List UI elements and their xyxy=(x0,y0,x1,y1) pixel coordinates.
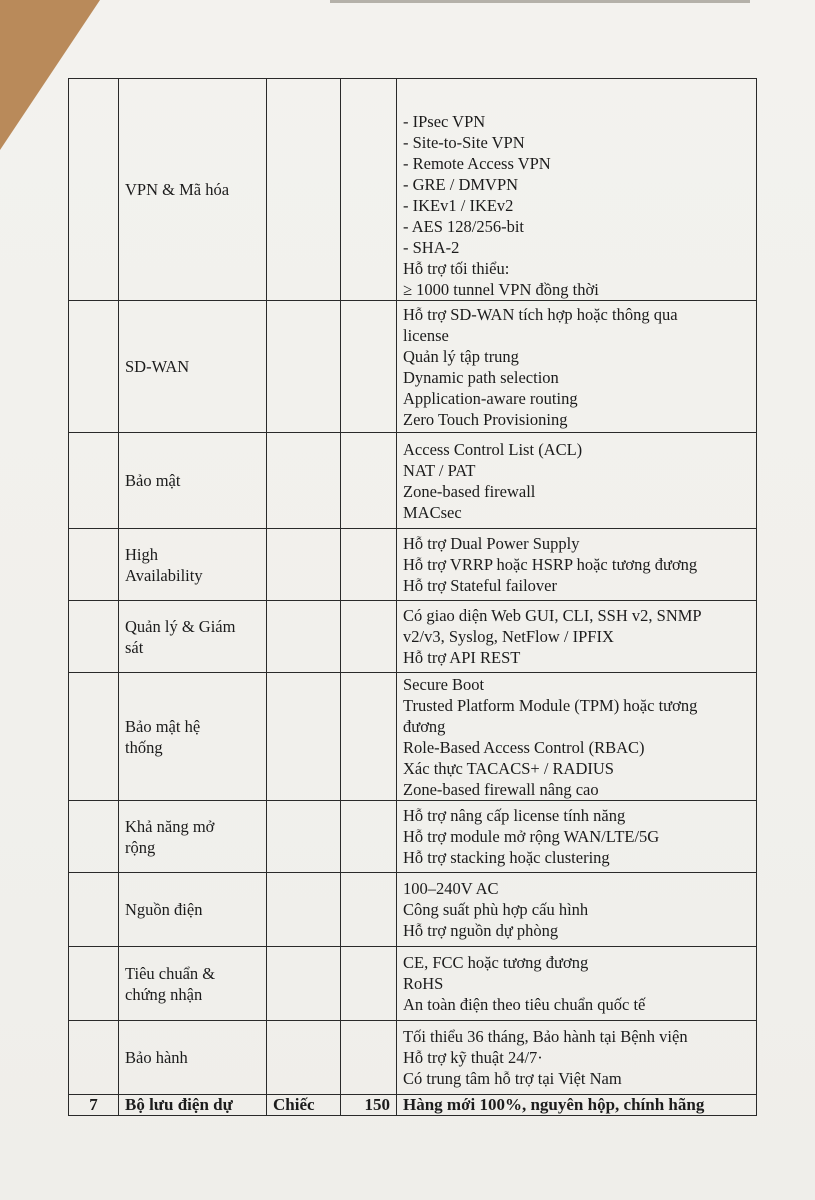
cell-no xyxy=(69,301,119,433)
cell-unit xyxy=(267,673,341,801)
cell-no xyxy=(69,529,119,601)
cell-no xyxy=(69,801,119,873)
category-cell xyxy=(119,873,267,947)
category-label: VPN & Mã hóa xyxy=(125,180,230,199)
cell-qty xyxy=(341,673,397,801)
cell-unit xyxy=(267,801,341,873)
cell-no xyxy=(69,79,119,301)
spec-row xyxy=(69,433,757,529)
category-cell xyxy=(119,673,267,801)
cell-no xyxy=(69,873,119,947)
cell-unit xyxy=(267,601,341,673)
cell-unit xyxy=(267,301,341,433)
cell-qty xyxy=(341,1021,397,1095)
cell-unit xyxy=(267,433,341,529)
cell-qty xyxy=(341,529,397,601)
category-label: sát xyxy=(125,637,144,657)
details-cell: Access Control List (ACL) NAT / PAT Zone-based firewall MACsec xyxy=(397,433,757,529)
category-label: SD-WAN xyxy=(125,357,190,376)
page-edge-shadow xyxy=(330,0,750,3)
spec-row xyxy=(69,301,757,433)
details-cell: Hỗ trợ Dual Power Supply Hỗ trợ VRRP hoặc HSRP hoặc tương đương Hỗ trợ Stateful failover xyxy=(397,529,757,601)
cell-qty xyxy=(341,947,397,1021)
details-cell: CE, FCC hoặc tương đương RoHS An toàn điện theo tiêu chuẩn quốc tế xyxy=(397,947,757,1021)
spec-row xyxy=(69,601,757,673)
cell-no xyxy=(69,673,119,801)
spec-row xyxy=(69,873,757,947)
category-label: Khả năng mở xyxy=(125,816,215,836)
cell-qty xyxy=(341,301,397,433)
category-cell xyxy=(119,529,267,601)
cell-no xyxy=(69,1021,119,1095)
category-label: Bảo mật xyxy=(125,471,181,490)
category-label: High xyxy=(125,544,158,564)
category-label: thống xyxy=(125,737,163,757)
cell-unit xyxy=(267,529,341,601)
spec-row xyxy=(69,673,757,801)
category-label: Tiêu chuẩn & xyxy=(125,963,216,983)
spec-row xyxy=(69,947,757,1021)
details-cell: 100–240V AC Công suất phù hợp cấu hình Hỗ trợ nguồn dự phòng xyxy=(397,873,757,947)
cell-unit xyxy=(267,1021,341,1095)
details-cell: Hỗ trợ nâng cấp license tính năng Hỗ trợ module mở rộng WAN/LTE/5G Hỗ trợ stacking hoặc clustering xyxy=(397,801,757,873)
category-label: chứng nhận xyxy=(125,984,203,1004)
item-unit: Chiếc xyxy=(267,1095,341,1116)
cell-unit xyxy=(267,79,341,301)
cell-qty xyxy=(341,601,397,673)
cell-no xyxy=(69,601,119,673)
item-spec: Hàng mới 100%, nguyên hộp, chính hãng xyxy=(397,1095,757,1116)
spec-row xyxy=(69,529,757,601)
spec-table xyxy=(68,78,757,1116)
cell-qty xyxy=(341,801,397,873)
category-cell xyxy=(119,801,267,873)
details-cell: Hỗ trợ SD-WAN tích hợp hoặc thông qua license Quản lý tập trung Dynamic path selection Application-aware routing Zero Touch Provisioning xyxy=(397,301,757,433)
category-cell xyxy=(119,301,267,433)
category-cell xyxy=(119,601,267,673)
item-row-7 xyxy=(69,1095,757,1116)
spec-row xyxy=(69,1021,757,1095)
category-label: Availability xyxy=(125,565,203,585)
category-label: Bảo hành xyxy=(125,1048,188,1067)
details-cell: Secure Boot Trusted Platform Module (TPM) hoặc tương đương Role-Based Access Control (RBAC) Xác thực TACACS+ / RADIUS Zone-based firewall nâng cao xyxy=(397,673,757,801)
category-cell xyxy=(119,433,267,529)
details-cell: Có giao diện Web GUI, CLI, SSH v2, SNMP v2/v3, Syslog, NetFlow / IPFIX Hỗ trợ API REST xyxy=(397,601,757,673)
cell-unit xyxy=(267,873,341,947)
category-label: Nguồn điện xyxy=(125,900,203,919)
cell-qty xyxy=(341,433,397,529)
cell-qty xyxy=(341,873,397,947)
spec-row xyxy=(69,801,757,873)
item-name: Bộ lưu điện dự xyxy=(119,1095,267,1116)
details-cell: - IPsec VPN - Site-to-Site VPN - Remote Access VPN - GRE / DMVPN - IKEv1 / IKEv2 - AES 128/256-bit - SHA-2 Hỗ trợ tối thiểu: ≥ 1000 tunnel VPN đồng thời xyxy=(397,79,757,301)
cell-no xyxy=(69,433,119,529)
cell-unit xyxy=(267,947,341,1021)
category-cell xyxy=(119,1021,267,1095)
category-cell xyxy=(119,79,267,301)
item-number: 7 xyxy=(69,1095,119,1116)
category-cell xyxy=(119,947,267,1021)
details-cell: Tối thiểu 36 tháng, Bảo hành tại Bệnh viện Hỗ trợ kỹ thuật 24/7· Có trung tâm hỗ trợ tại Việt Nam xyxy=(397,1021,757,1095)
cell-no xyxy=(69,947,119,1021)
item-quantity: 150 xyxy=(341,1095,397,1116)
category-label: rộng xyxy=(125,837,156,857)
category-label: Bảo mật hệ xyxy=(125,716,201,736)
category-label: Quản lý & Giám xyxy=(125,616,236,636)
cell-qty xyxy=(341,79,397,301)
spec-row xyxy=(69,79,757,301)
